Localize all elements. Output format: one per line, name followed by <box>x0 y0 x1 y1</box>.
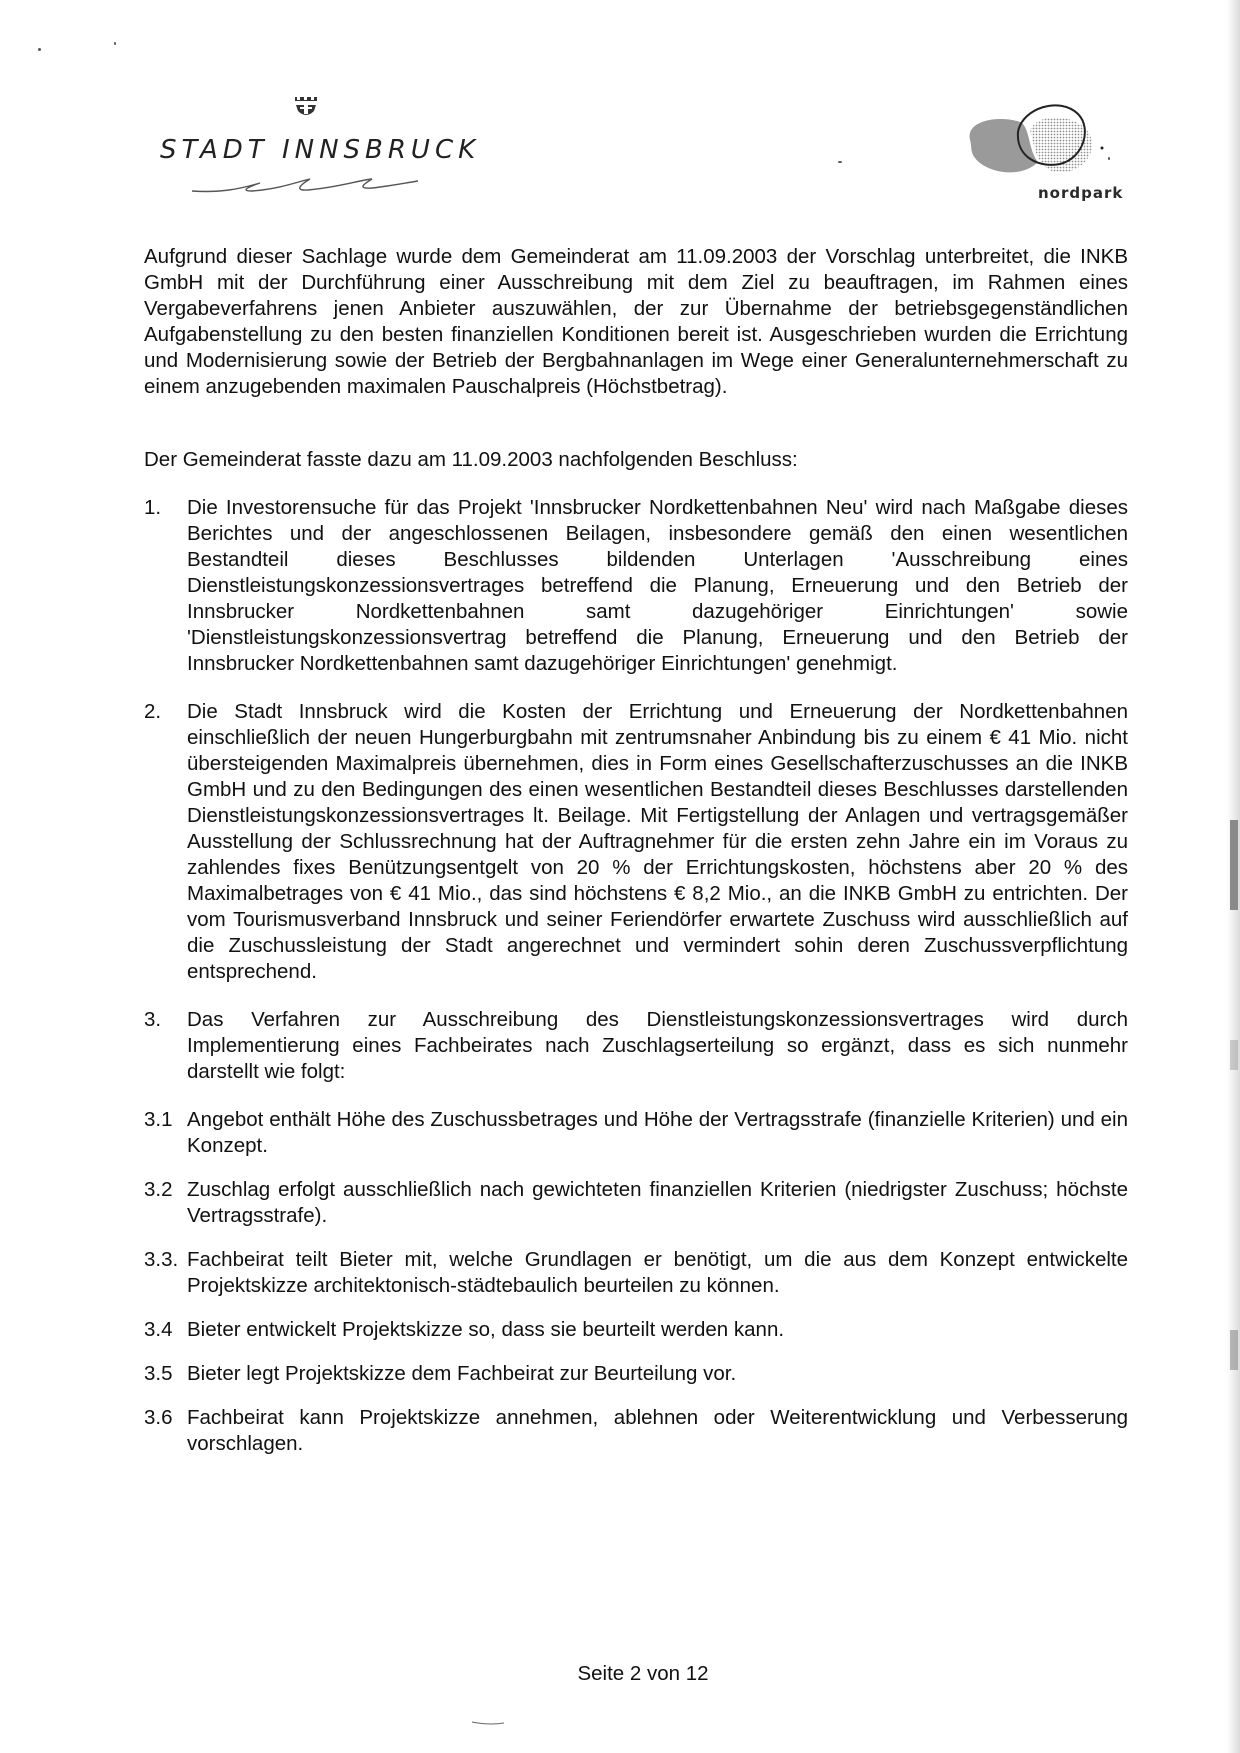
item-number: 3.1 <box>144 1108 173 1131</box>
procedure-step <box>144 1177 1128 1229</box>
procedure-step <box>144 1361 1128 1387</box>
resolution-lead: Der Gemeinderat fasste dazu am 11.09.2003 nachfolgenden Beschluss: <box>144 448 798 471</box>
item-text: Die Stadt Innsbruck wird die Kosten der Errichtung und Erneuerung der Nordkettenbahnen einschließlich der neuen Hungerburgbahn mit zentrumsnaher Anbindung bis zu einem € 41 Mio. nicht übersteigenden Maximalpreis übernehmen, dies in Form eines Gesellschafterzuschusses an die INKB GmbH und zu den Bedingungen des einen wesentlichen Bestandteil dieses Beschlusses darstellenden Dienstleistungskonzessionsvertrages lt. Beilage. Mit Fertigstellung der Anlagen und vertragsgemäßer Ausstellung der Schlussrechnung hat der Auftragnehmer für die ersten zehn Jahre ein im Voraus zu zahlendes fixes Benützungsentgelt von 20 % der Errichtungskosten, höchstens aber 20 % des Maximalbetrages von € 41 Mio., das sind höchstens € 8,2 Mio., an die INKB GmbH zu entrichten. Der vom Tourismusverband Innsbruck und seiner Feriendörfer erwartete Zuschuss wird ausschließlich auf die Zuschussleistung der Stadt angerechnet und vermindert sohin deren Zuschussverpflichtung entsprechend. <box>187 700 1128 983</box>
item-text: Das Verfahren zur Ausschreibung des Dienstleistungskonzessionsvertrages wird durch Implementierung eines Fachbeirates nach Zuschlagserteilung so ergänzt, dass es sich nunmehr darstellt wie folgt: <box>187 1008 1128 1083</box>
item-text: Fachbeirat teilt Bieter mit, welche Grundlagen er benötigt, um die aus dem Konzept entwickelte Projektskizze architektonisch-städtebaulich beurteilen zu können. <box>187 1248 1128 1297</box>
item-text: Fachbeirat kann Projektskizze annehmen, ablehnen oder Weiterentwicklung und Verbesserung vorschlagen. <box>187 1406 1128 1455</box>
page-number: Seite 2 von 12 <box>577 1662 709 1685</box>
resolution-item <box>144 699 1128 985</box>
scan-speck <box>838 161 842 163</box>
intro-paragraph: Aufgrund dieser Sachlage wurde dem Gemeinderat am 11.09.2003 der Vorschlag unterbreitet, die INKB GmbH mit der Durchführung einer Ausschreibung mit dem Ziel zu beauftragen, im Rahmen eines Vergabeverfahrens jenen Anbieter auszuwählen, der zur Übernahme der betriebsgegenständlichen Aufgabenstellung zu den besten finanziellen Konditionen bereit ist. Ausgeschrieben wurden die Errichtung und Modernisierung sowie der Betrieb der Bergbahnanlagen im Wege einer Generalunternehmerschaft zu einem anzugebenden maximalen Pauschalpreis (Höchstbetrag). <box>144 245 1128 398</box>
item-text: Angebot enthält Höhe des Zuschussbetrages und Höhe der Vertragsstrafe (finanzielle Kriterien) und ein Konzept. <box>187 1108 1128 1157</box>
nordpark-logo <box>960 100 1130 210</box>
item-text: Die Investorensuche für das Projekt 'Innsbrucker Nordkettenbahnen Neu' wird nach Maßgabe dieses Berichtes und der angeschlossenen Beilagen, insbesondere gemäß den einen wesentlichen Bestandteil dieses Beschlusses bildenden Unterlagen 'Ausschreibung eines Dienstleistungskonzessionsvertrages betreffend die Planung, Erneuerung und den Betrieb der Innsbrucker Nordkettenbahnen samt dazugehöriger Einrichtungen' sowie 'Dienstleistungskonzessionsvertrag betreffend die Planung, Erneuerung und den Betrieb der Innsbrucker Nordkettenbahnen samt dazugehöriger Einrichtungen' genehmigt. <box>187 496 1128 675</box>
item-number: 2. <box>144 700 162 723</box>
scan-edge-mark <box>1230 1040 1238 1070</box>
resolution-item <box>144 495 1128 677</box>
item-number: 3. <box>144 1008 162 1031</box>
item-number: 1. <box>144 496 162 519</box>
scan-mark-icon <box>470 1718 510 1728</box>
city-crest-icon <box>292 95 320 123</box>
scan-edge-mark <box>1230 820 1238 910</box>
nordpark-swirl-icon <box>960 100 1110 195</box>
procedure-step <box>144 1107 1128 1159</box>
scan-edge-mark <box>1230 1330 1238 1370</box>
item-number: 3.4 <box>144 1318 173 1341</box>
city-signature-icon <box>190 171 420 199</box>
nordpark-wordmark: nordpark <box>1038 184 1124 202</box>
scan-speck <box>38 48 41 51</box>
item-number: 3.6 <box>144 1406 173 1429</box>
item-text: Zuschlag erfolgt ausschließlich nach gewichteten finanziellen Kriterien (niedrigster Zuschuss; höchste Vertragsstrafe). <box>187 1178 1128 1227</box>
item-number: 3.3. <box>144 1248 179 1271</box>
scan-speck <box>114 42 116 45</box>
document-body <box>144 244 1128 1457</box>
procedure-step <box>144 1317 1128 1343</box>
item-number: 3.5 <box>144 1362 173 1385</box>
procedure-step <box>144 1405 1128 1457</box>
item-text: Bieter legt Projektskizze dem Fachbeirat zur Beurteilung vor. <box>187 1362 737 1385</box>
resolution-item <box>144 1007 1128 1085</box>
city-name: STADT INNSBRUCK <box>160 135 481 165</box>
city-logo <box>160 95 481 205</box>
procedure-step <box>144 1247 1128 1299</box>
item-number: 3.2 <box>144 1178 173 1201</box>
item-text: Bieter entwickelt Projektskizze so, dass sie beurteilt werden kann. <box>187 1318 785 1341</box>
